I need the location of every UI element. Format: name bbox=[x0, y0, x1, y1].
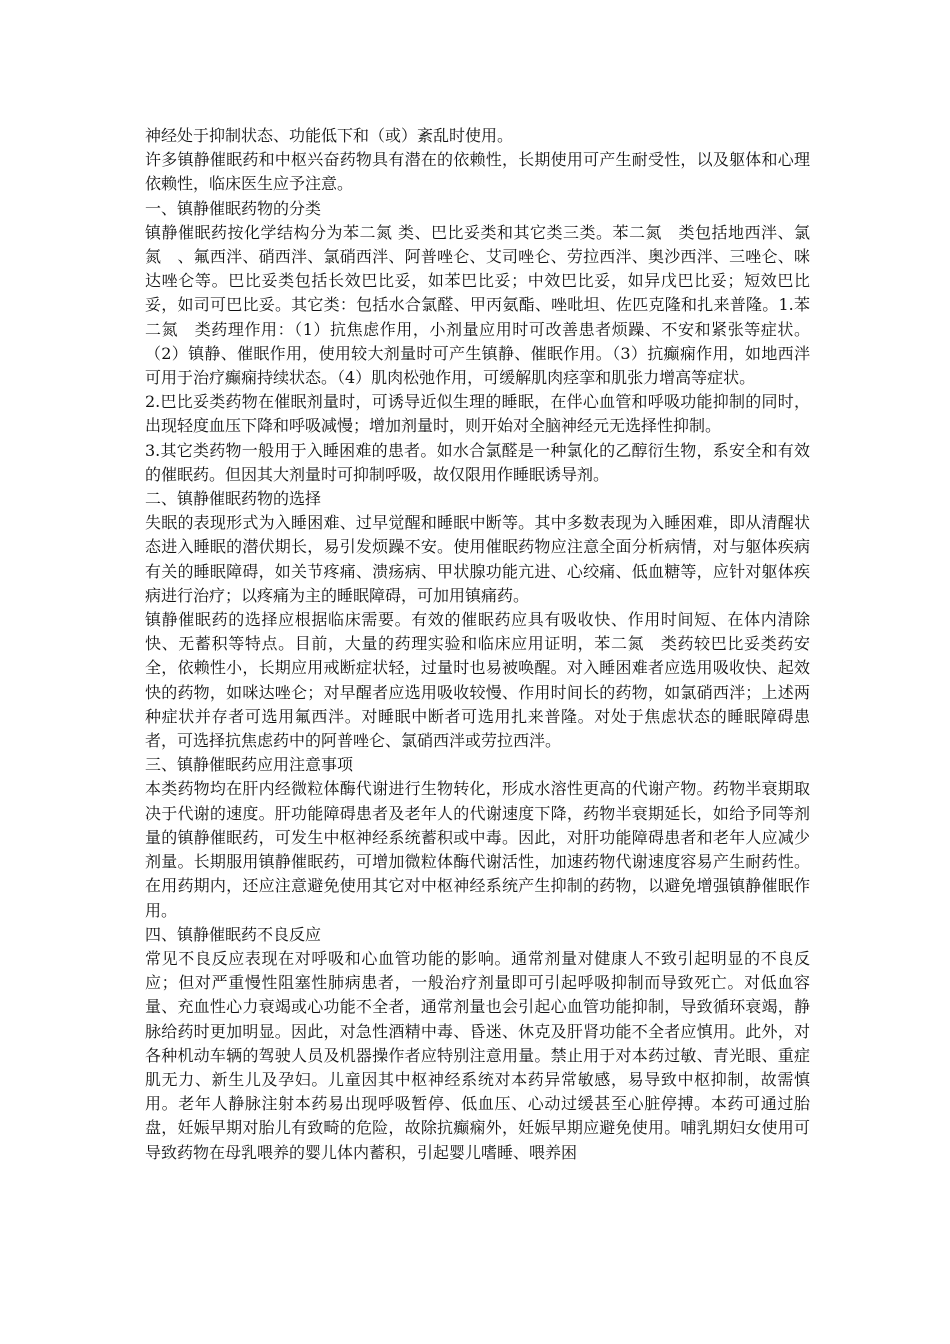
paragraph: 失眠的表现形式为入睡困难、过早觉醒和睡眠中断等。其中多数表现为入睡困难，即从清醒状态进入睡眠的潜伏期长，易引发烦躁不安。使用催眠药物应注意全面分析病情，对与躯体疾病有关的睡眠障碍，如关节疼痛、溃疡病、甲状腺功能亢进、心绞痛、低血糖等，应针对躯体疾病进行治疗；以疼痛为主的睡眠障碍，可加用镇痛药。 bbox=[145, 513, 810, 605]
section-heading: 一、镇静催眠药物的分类 bbox=[145, 198, 322, 218]
document-body bbox=[145, 124, 810, 1165]
paragraph: 镇静催眠药的选择应根据临床需要。有效的催眠药应具有吸收快、作用时间短、在体内清除快、无蓄积等特点。目前，大量的药理实验和临床应用证明，苯二氮 类药较巴比妥类药安全，依赖性小，长期应用戒断症状轻，过量时也易被唤醒。对入睡困难者应选用吸收快、起效快的药物，如咪达唑仑；对早醒者应选用吸收较慢、作用时间长的药物，如氯硝西泮；上述两种症状并存者可选用氟西泮。对睡眠中断者可选用扎来普隆。对处于焦虑状态的睡眠障碍患者，可选择抗焦虑药中的阿普唑仑、氯硝西泮或劳拉西泮。 bbox=[145, 610, 810, 751]
section-heading: 三、镇静催眠药应用注意事项 bbox=[145, 755, 354, 775]
paragraph: 神经处于抑制状态、功能低下和（或）紊乱时使用。 bbox=[145, 126, 514, 145]
paragraph: 2.巴比妥类药物在催眠剂量时，可诱导近似生理的睡眠，在伴心血管和呼吸功能抑制的同时，出现轻度血压下降和呼吸减慢；增加剂量时，则开始对全脑神经元无选择性抑制。 bbox=[145, 392, 810, 436]
paragraph: 本类药物均在肝内经微粒体酶代谢进行生物转化，形成水溶性更高的代谢产物。药物半衰期取决于代谢的速度。肝功能障碍患者及老年人的代谢速度下降，药物半衰期延长，如给予同等剂量的镇静催眠药，可发生中枢神经系统蓄积或中毒。因此，对肝功能障碍患者和老年人应减少剂量。长期服用镇静催眠药，可增加微粒体酶代谢活性，加速药物代谢速度容易产生耐药性。在用药期内，还应注意避免使用其它对中枢神经系统产生抑制的药物，以避免增强镇静催眠作用。 bbox=[145, 779, 810, 920]
paragraph: 3.其它类药物一般用于入睡困难的患者。如水合氯醛是一种氯化的乙醇衍生物，系安全和有效的催眠药。但因其大剂量时可抑制呼吸，故仅限用作睡眠诱导剂。 bbox=[145, 440, 810, 484]
paragraph: 镇静催眠药按化学结构分为苯二氮 类、巴比妥类和其它类三类。苯二氮 类包括地西泮、氯氮 、氟西泮、硝西泮、氯硝西泮、阿普唑仑、艾司唑仑、劳拉西泮、奥沙西泮、三唑仑、咪达唑仑等。巴比妥类包括长效巴比妥，如苯巴比妥；中效巴比妥，如异戊巴比妥；短效巴比妥，如司可巴比妥。其它类：包括水合氯醛、甲丙氨酯、唑吡坦、佐匹克隆和扎来普隆。1.苯二氮 类药理作用：（1）抗焦虑作用，小剂量应用时可改善患者烦躁、不安和紧张等症状。（2）镇静、催眠作用，使用较大剂量时可产生镇静、催眠作用。（3）抗癫痫作用，如地西泮可用于治疗癫痫持续状态。（4）肌肉松弛作用，可缓解肌肉痉挛和肌张力增高等症状。 bbox=[145, 222, 810, 388]
section-heading: 四、镇静催眠药不良反应 bbox=[145, 924, 322, 944]
paragraph: 常见不良反应表现在对呼吸和心血管功能的影响。通常剂量对健康人不致引起明显的不良反应；但对严重慢性阻塞性肺病患者，一般治疗剂量即可引起呼吸抑制而导致死亡。对低血容量、充血性心力衰竭或心功能不全者，通常剂量也会引起心血管功能抑制，导致循环衰竭，静脉给药时更加明显。因此，对急性酒精中毒、昏迷、休克及肝肾功能不全者应慎用。此外，对各种机动车辆的驾驶人员及机器操作者应特别注意用量。禁止用于对本药过敏、青光眼、重症肌无力、新生儿及孕妇。儿童因其中枢神经系统对本药异常敏感，易导致中枢抑制，故需慎用。老年人静脉注射本药易出现呼吸暂停、低血压、心动过缓甚至心脏停搏。本药可通过胎盘，妊娠早期对胎儿有致畸的危险，故除抗癫痫外，妊娠早期应避免使用。哺乳期妇女使用可导致药物在母乳喂养的婴儿体内蓄积，引起婴儿嗜睡、喂养困 bbox=[145, 948, 810, 1162]
paragraph: 许多镇静催眠药和中枢兴奋药物具有潜在的依赖性，长期使用可产生耐受性，以及躯体和心理依赖性，临床医生应予注意。 bbox=[145, 150, 810, 194]
section-heading: 二、镇静催眠药物的选择 bbox=[145, 489, 322, 509]
